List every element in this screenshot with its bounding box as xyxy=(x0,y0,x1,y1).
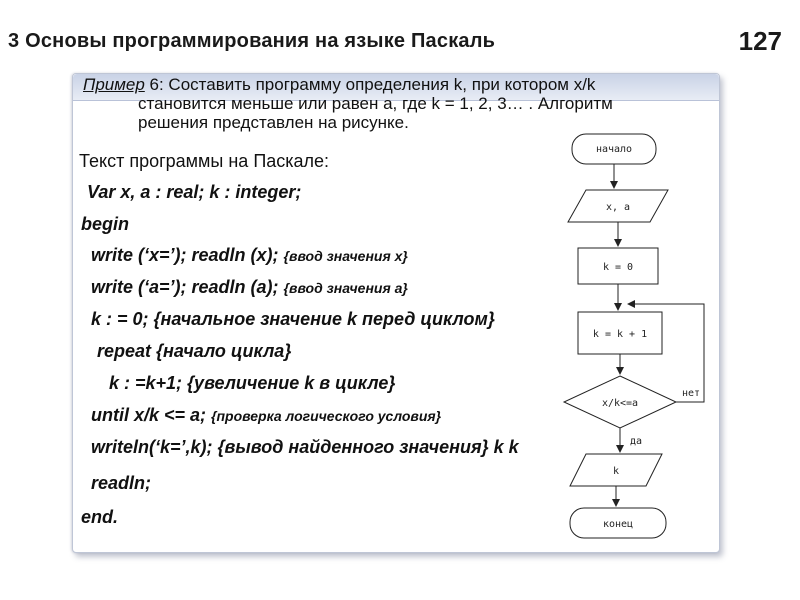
code-text: end. xyxy=(81,507,119,527)
program-intro: Текст программы на Паскале: xyxy=(79,151,330,171)
code-text: write (‘x=’); readln (x); xyxy=(91,245,284,265)
task-lead: Пример xyxy=(83,75,145,94)
code-text: writeln(‘k=’,k); {вывод найденного значения} k k xyxy=(91,437,519,457)
flow-no-label: нет xyxy=(682,388,701,399)
task-line-2: становится меньше или равен a, где k = 1, 2, 3… . Алгоритм xyxy=(138,94,613,113)
code-text: write (‘a=’); readln (a); xyxy=(91,277,284,297)
code-comment: {проверка логического условия} xyxy=(211,408,442,424)
task-line-3: решения представлен на рисунке. xyxy=(138,113,409,132)
flow-output-label: k xyxy=(612,466,620,477)
slide-title: 3 Основы программирования на языке Паскаль xyxy=(8,30,496,52)
flow-end-label: конец xyxy=(602,519,634,530)
code-text: Var x, a : real; k : integer; xyxy=(87,182,302,202)
flow-condition-label: x/k<=a xyxy=(601,398,639,409)
code-comment: {ввод значения x} xyxy=(283,248,408,264)
code-text: begin xyxy=(81,214,129,234)
flow-increment-label: k = k + 1 xyxy=(592,329,648,340)
flow-start-label: начало xyxy=(595,144,633,155)
task-line-1: 6: Составить программу определения k, при котором x/k xyxy=(144,75,596,94)
code-text: until x/k <= a; xyxy=(91,405,212,425)
flow-input-label: x, a xyxy=(605,202,631,213)
code-text: k : = 0; {начальное значение k перед циклом} xyxy=(91,309,495,329)
page-number: 127 xyxy=(738,26,782,56)
flow-yes-label: да xyxy=(630,436,643,447)
flow-init-label: k = 0 xyxy=(602,262,634,273)
code-text: repeat {начало цикла} xyxy=(97,341,292,361)
code-text: k : =k+1; {увеличение k в цикле} xyxy=(109,373,396,393)
code-comment: {ввод значения a} xyxy=(283,280,408,296)
code-text: readln; xyxy=(91,473,152,493)
